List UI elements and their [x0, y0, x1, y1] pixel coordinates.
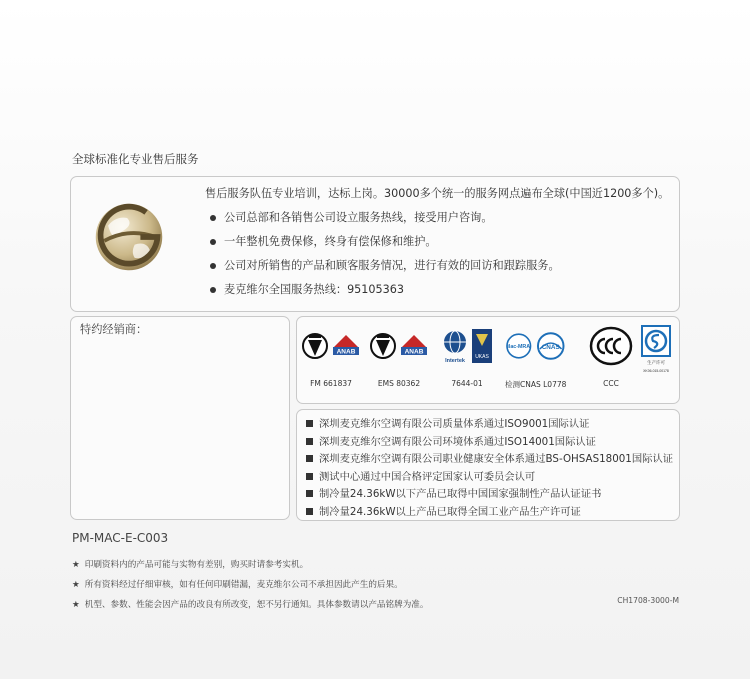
anab-icon: [331, 329, 361, 363]
svg-text:Intertek: Intertek: [444, 358, 465, 364]
certification-caption: EMS 80362: [377, 379, 421, 388]
certification-item: [581, 325, 641, 388]
ukas-crown-icon: [370, 329, 396, 363]
service-hotline: 麦克维尔全国服务热线：95105363: [205, 278, 669, 302]
footer-note: ★ 印刷资料内的产品可能与实物有差别，购买时请参考实机。: [72, 560, 309, 570]
service-bullet: 公司总部和各销售公司设立服务热线，接受用户咨询。: [205, 206, 669, 230]
statement-item: 测试中心通过中国合格评定国家认可委员会认可: [303, 469, 673, 487]
service-panel: [70, 176, 680, 312]
ilac-mra-icon: [505, 329, 533, 363]
footer-note: ★ 机型、参数、性能会因产品的改良有所改变，恕不另行通知。具体参数请以产品铭牌为准。: [72, 600, 429, 610]
ukas-crown-icon: [302, 329, 328, 363]
star-icon: ★: [72, 560, 80, 570]
statement-panel: [296, 409, 680, 521]
certification-item: [437, 325, 497, 388]
svg-text:CNAS: CNAS: [541, 343, 560, 351]
service-heading: 全球标准化专业售后服务: [72, 152, 199, 166]
qs-license-icon: [641, 325, 671, 375]
product-code: PM-MAC-E-C003: [72, 531, 169, 545]
footer-notes: [72, 555, 428, 615]
svg-text:生产许可: 生产许可: [647, 361, 665, 366]
footer-note: ★ 所有资料经过仔细审核，如有任何印刷错漏，麦克维尔公司不承担因此产生的后果。: [72, 580, 403, 590]
ukas-shield-icon: [471, 328, 493, 364]
document-code: CH1708-3000-M: [617, 596, 679, 605]
certification-item: [369, 325, 429, 388]
service-intro: 售后服务队伍专业培训，达标上岗。30000多个统一的服务网点遍布全球(中国近1200多个)。: [205, 187, 670, 200]
service-bullet: 一年整机免费保修，终身有偿保修和维护。: [205, 230, 669, 254]
intertek-globe-icon: [442, 327, 468, 365]
certification-item: [301, 325, 361, 388]
certification-caption: 检测CNAS L0778: [505, 380, 567, 389]
statement-item: 制冷量24.36kW以下产品已取得中国国家强制性产品认证证书: [303, 486, 673, 504]
statement-item: 深圳麦克维尔空调有限公司环境体系通过ISO14001国际认证: [303, 434, 673, 452]
anab-icon: [399, 329, 429, 363]
dealer-label: 特约经销商：: [80, 323, 148, 336]
statement-item: 深圳麦克维尔空调有限公司职业健康安全体系通过BS-OHSAS18001国际认证: [303, 451, 673, 469]
statement-item: 深圳麦克维尔空调有限公司质量体系通过ISO9001国际认证: [303, 416, 673, 434]
service-bullet: 公司对所销售的产品和顾客服务情况，进行有效的回访和跟踪服务。: [205, 254, 669, 278]
certification-caption: CCC: [603, 379, 619, 388]
certification-caption: 7644-01: [451, 379, 483, 388]
cnas-icon: [536, 329, 565, 363]
statement-item: 制冷量24.36kW以上产品已取得全国工业产品生产许可证: [303, 504, 673, 522]
svg-text:XK06-015-00178: XK06-015-00178: [643, 369, 669, 373]
certification-caption: FM 661837: [310, 379, 352, 388]
ccc-icon: [589, 326, 633, 366]
svg-text:UKAS: UKAS: [474, 354, 489, 360]
svg-text:ANAB: ANAB: [336, 348, 355, 356]
certification-item: [635, 325, 677, 375]
svg-text:ilac-MRA: ilac-MRA: [507, 343, 531, 350]
certification-panel: [296, 316, 680, 404]
certification-item: [505, 325, 565, 390]
star-icon: ★: [72, 600, 80, 610]
globe-logo-icon: [91, 199, 167, 275]
svg-text:ANAB: ANAB: [404, 348, 423, 356]
star-icon: ★: [72, 580, 80, 590]
dealer-panel: [70, 316, 290, 520]
